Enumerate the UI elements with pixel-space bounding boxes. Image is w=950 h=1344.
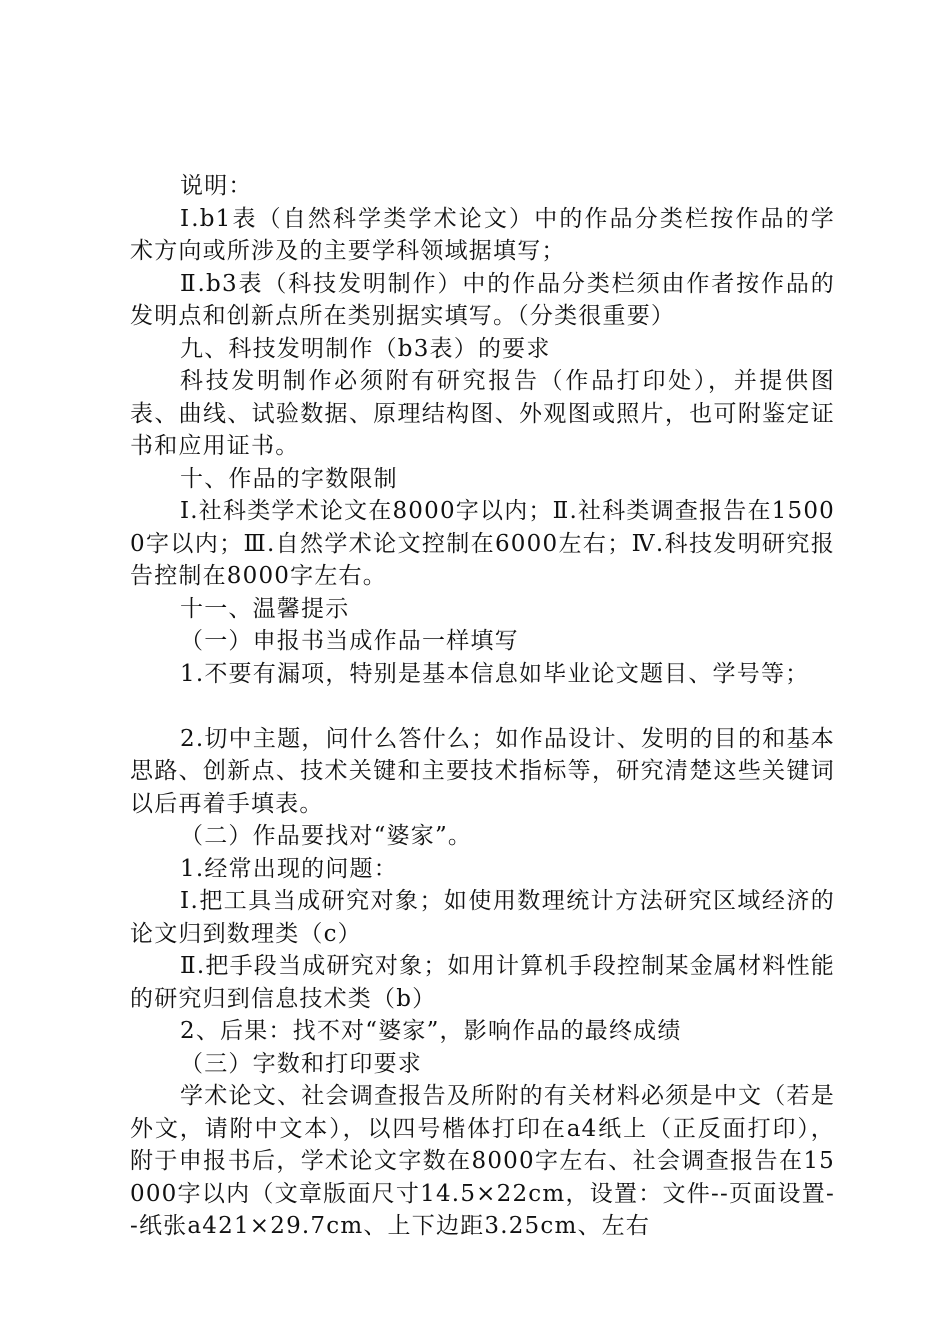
paragraph-tip-2: 2.切中主题，问什么答什么；如作品设计、发明的目的和基本思路、创新点、技术关键和主要技术指标等，研究清楚这些关键词以后再着手填表。: [130, 725, 835, 817]
subheading-3: （三）字数和打印要求: [180, 1050, 422, 1077]
document-body: [130, 170, 835, 1243]
paragraph-tip-1: 1.不要有漏项，特别是基本信息如毕业论文题目、学号等；: [180, 660, 810, 687]
section-heading-11: 十一、温馨提示: [180, 595, 350, 622]
subheading-2: （二）作品要找对“婆家”。: [180, 823, 473, 849]
paragraph-problem-1: Ⅰ.把工具当成研究对象；如使用数理统计方法研究区域经济的论文归到数理类（c）: [130, 888, 835, 947]
blank-line: [130, 690, 835, 723]
paragraph-consequence: 2、后果：找不对“婆家”，影响作品的最终成绩: [180, 1018, 682, 1044]
paragraph-note-heading: 说明：: [180, 173, 253, 199]
paragraph-problem-2: Ⅱ.把手段当成研究对象；如用计算机手段控制某金属材料性能的研究归到信息技术类（b）: [130, 953, 835, 1012]
paragraph-b1-note: Ⅰ.b1表（自然科学类学术论文）中的作品分类栏按作品的学术方向或所涉及的主要学科领域据填写；: [130, 205, 835, 264]
paragraph-common-problems: 1.经常出现的问题：: [180, 855, 398, 882]
paragraph-b3-note: Ⅱ.b3表（科技发明制作）中的作品分类栏须由作者按作品的发明点和创新点所在类别据实填写。（分类很重要）: [130, 270, 835, 329]
section-heading-9: 九、科技发明制作（b3表）的要求: [180, 335, 551, 362]
section-heading-10: 十、作品的字数限制: [180, 465, 398, 492]
subheading-1: （一）申报书当成作品一样填写: [180, 628, 519, 654]
paragraph-print-requirements: 学术论文、社会调查报告及所附的有关材料必须是中文（若是外文，请附中文本），以四号楷体打印在a4纸上（正反面打印），附于申报书后，学术论文字数在8000字左右、社会调查报告在15000字以内（文章版面尺寸14.5×22cm，设置：文件--页面设置--纸张a421×29.7cm、上下边距3.25cm、左右: [130, 1083, 835, 1239]
paragraph-invention-requirements: 科技发明制作必须附有研究报告（作品打印处），并提供图表、曲线、试验数据、原理结构图、外观图或照片，也可附鉴定证书和应用证书。: [130, 368, 835, 459]
paragraph-word-limits: Ⅰ.社科类学术论文在8000字以内；Ⅱ.社科类调查报告在15000字以内；Ⅲ.自然学术论文控制在6000左右；Ⅳ.科技发明研究报告控制在8000字左右。: [130, 498, 835, 589]
